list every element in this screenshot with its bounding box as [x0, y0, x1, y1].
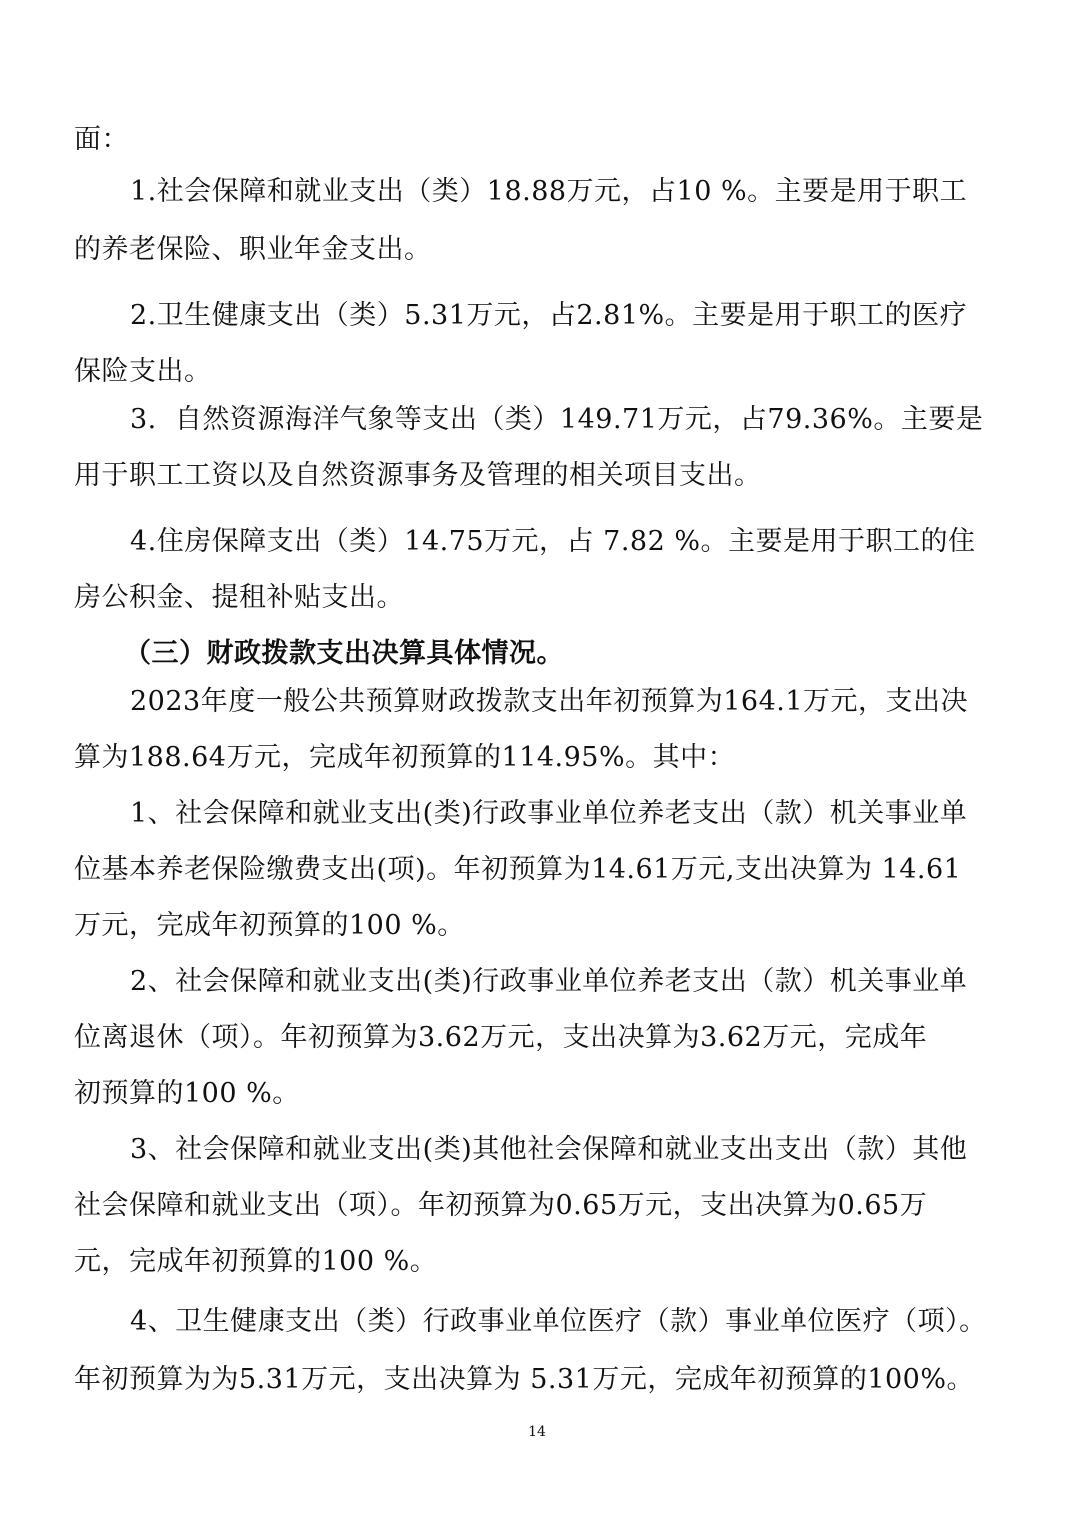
text-line-1: 面： [74, 124, 129, 155]
text-line-20: 社会保障和就业支出（项）。年初预算为0.65万元，支出决算为0.65万 [74, 1190, 928, 1221]
text-line-15: 万元，完成年初预算的100 %。 [74, 910, 465, 941]
text-line-14: 位基本养老保险缴费支出(项)。年初预算为14.61万元,支出决算为 14.61 [74, 854, 962, 885]
text-line-5: 保险支出。 [74, 356, 212, 387]
text-line-6: 3. 自然资源海洋气象等支出（类）149.71万元，占79.36%。主要是 [130, 404, 984, 435]
text-line-19: 3、社会保障和就业支出(类)其他社会保障和就业支出支出（款）其他 [130, 1134, 968, 1165]
text-line-23: 年初预算为为5.31万元，支出决算为 5.31万元，完成年初预算的100%。 [74, 1364, 975, 1395]
text-line-12: 算为188.64万元，完成年初预算的114.95%。其中： [74, 742, 736, 773]
text-line-8: 4.住房保障支出（类）14.75万元，占 7.82 %。主要是用于职工的住 [130, 526, 976, 557]
text-line-7: 用于职工工资以及自然资源事务及管理的相关项目支出。 [74, 460, 762, 491]
text-line-22: 4、卫生健康支出（类）行政事业单位医疗（款）事业单位医疗（项）。 [130, 1306, 987, 1337]
text-line-3: 的养老保险、职业年金支出。 [74, 234, 432, 265]
text-line-2: 1.社会保障和就业支出（类）18.88万元，占10 %。主要是用于职工 [130, 176, 968, 207]
text-line-9: 房公积金、提租补贴支出。 [74, 582, 404, 613]
section-heading: （三）财政拨款支出决算具体情况。 [124, 638, 564, 669]
text-line-16: 2、社会保障和就业支出(类)行政事业单位养老支出（款）机关事业单 [130, 966, 968, 997]
page-number: 14 [528, 1424, 546, 1440]
text-line-17: 位离退休（项）。年初预算为3.62万元，支出决算为3.62万元，完成年 [74, 1022, 928, 1053]
text-line-21: 元，完成年初预算的100 %。 [74, 1246, 438, 1277]
text-line-11: 2023年度一般公共预算财政拨款支出年初预算为164.1万元，支出决 [130, 686, 969, 717]
text-line-18: 初预算的100 %。 [74, 1078, 300, 1109]
text-line-13: 1、社会保障和就业支出(类)行政事业单位养老支出（款）机关事业单 [130, 798, 968, 829]
text-line-4: 2.卫生健康支出（类）5.31万元，占2.81%。主要是用于职工的医疗 [130, 300, 968, 331]
